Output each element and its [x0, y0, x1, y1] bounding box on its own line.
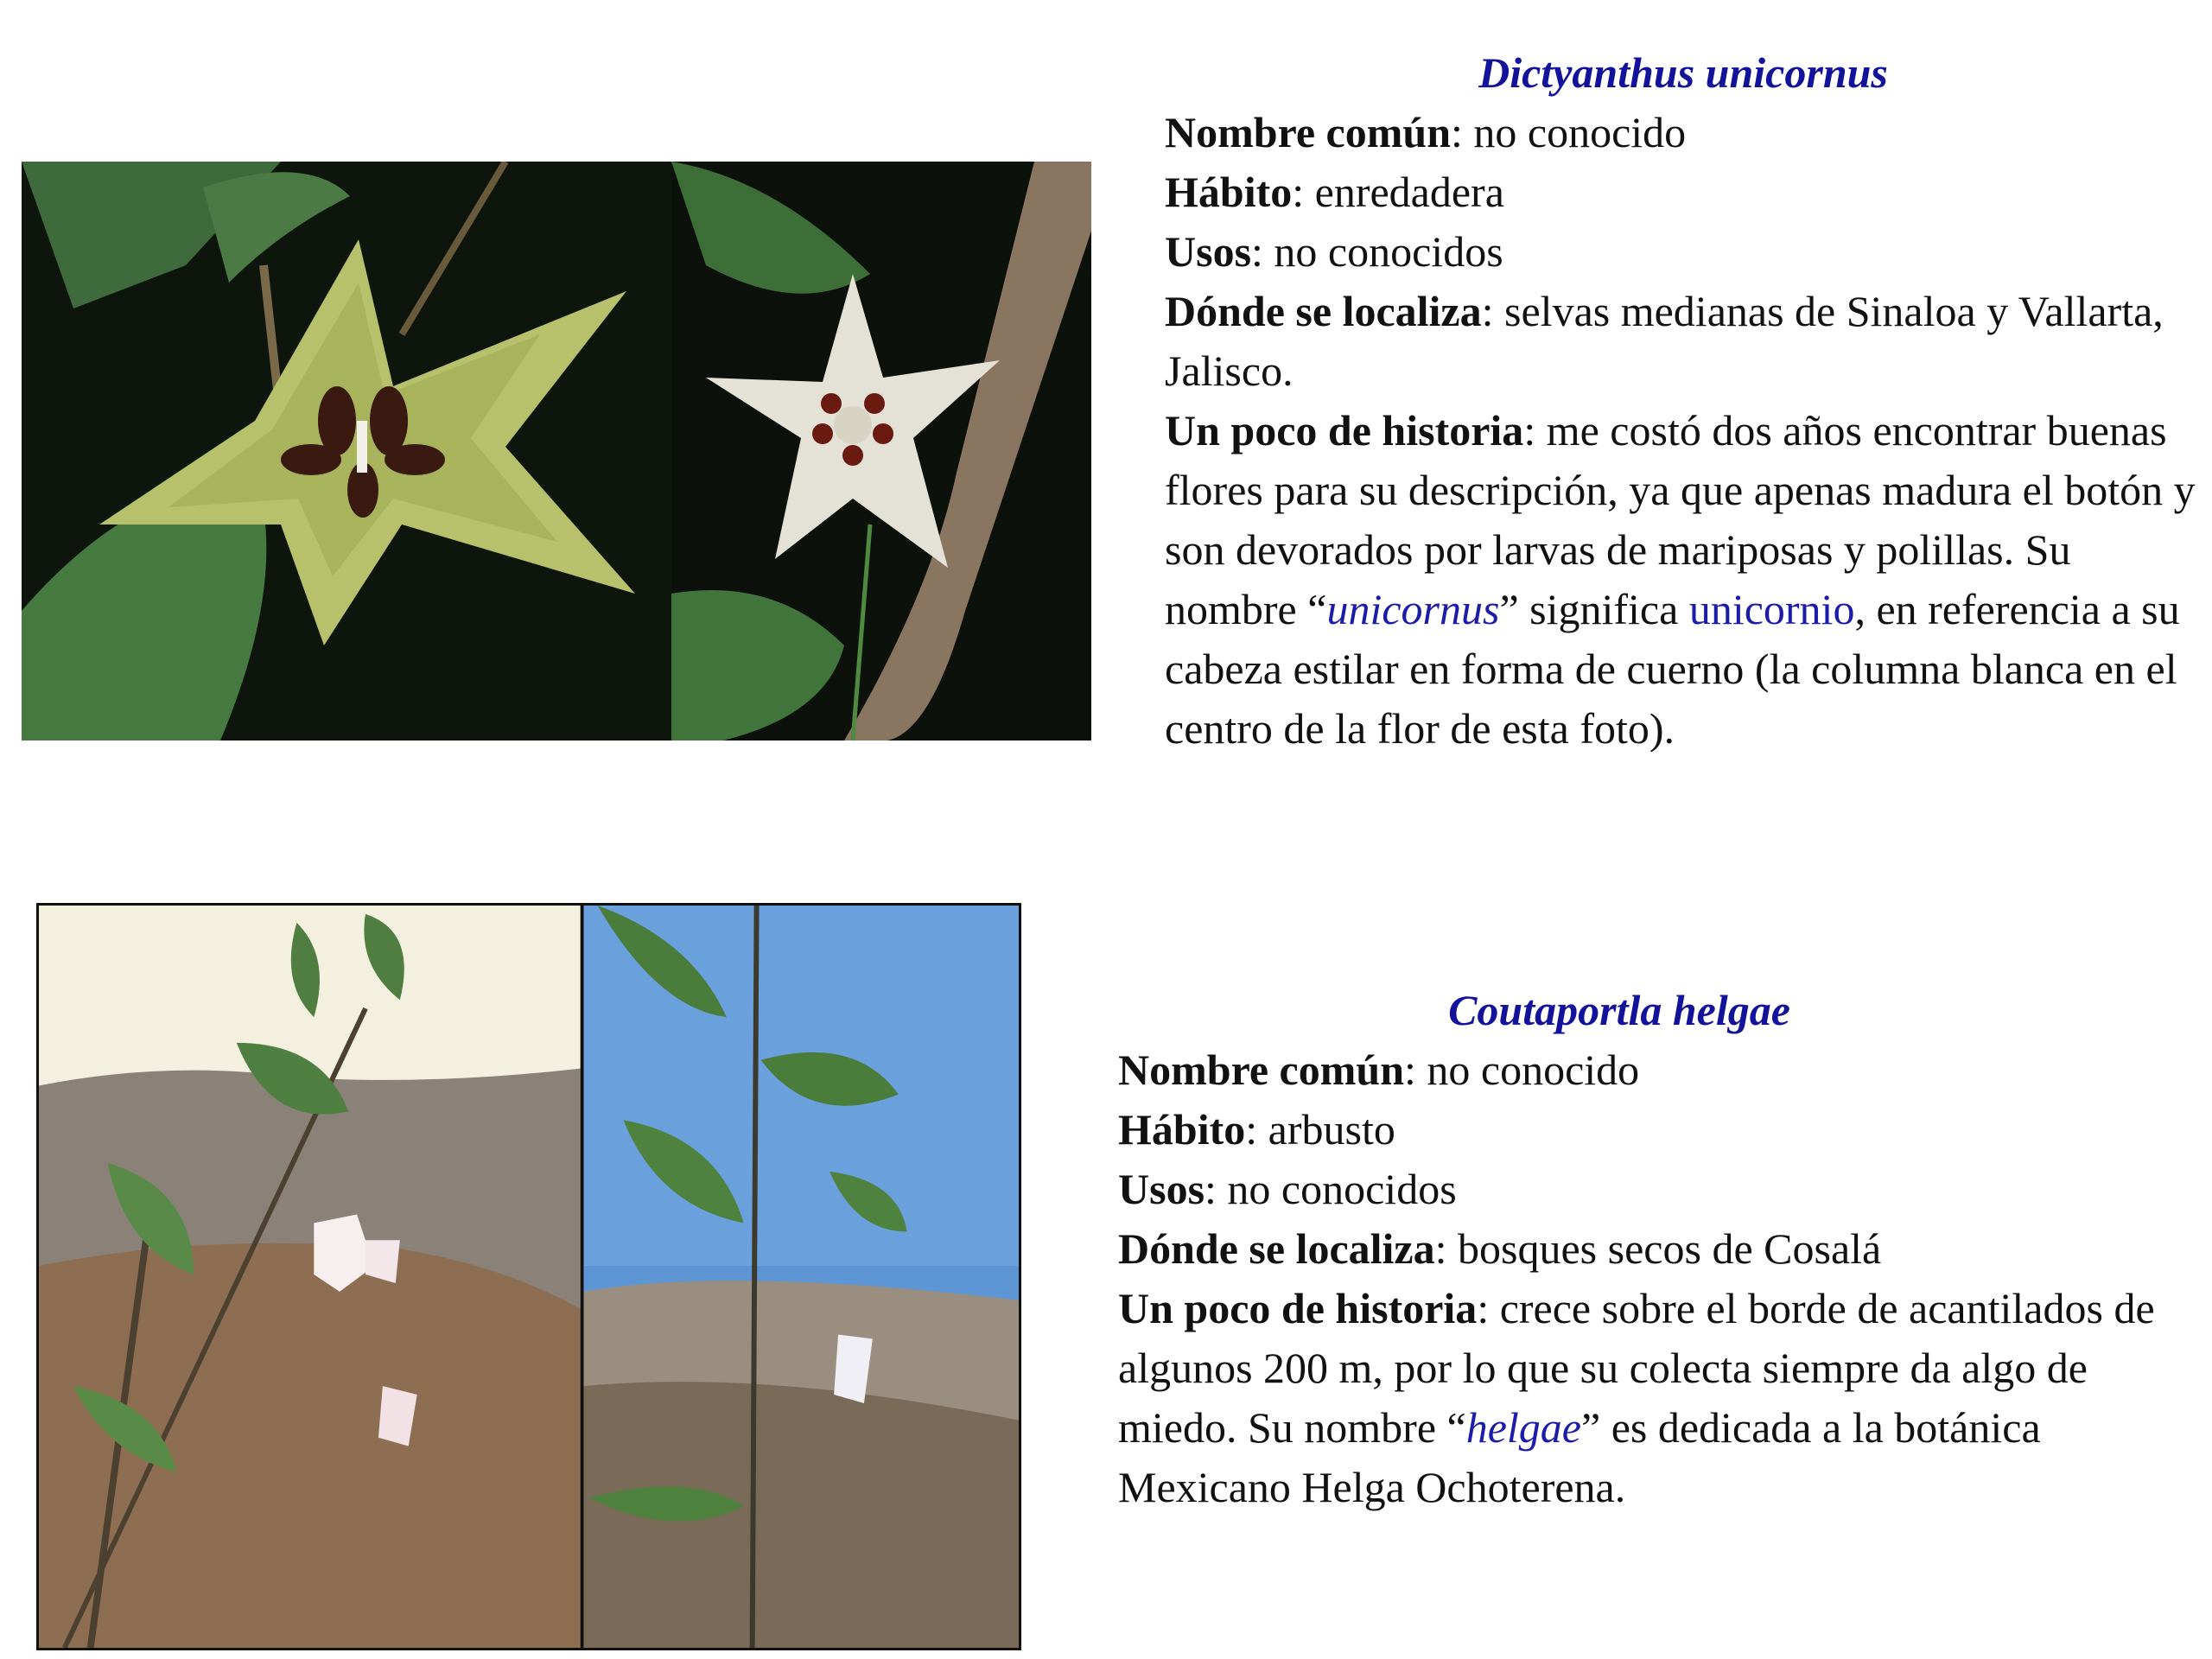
species2-uses: Usos: no conocidos: [1118, 1165, 1457, 1213]
species1-habit: Hábito: enredadera: [1165, 168, 1504, 216]
species2-location: Dónde se localiza: bosques secos de Cosalá: [1118, 1224, 1882, 1273]
species2-title: Coutaportla helgae: [1448, 986, 1790, 1034]
coutaportla-photo-frame: [36, 903, 1021, 1650]
species1-text-block: [1165, 43, 2202, 759]
dictyanthus-photo-left: [22, 162, 671, 741]
species1-history: Un poco de historia: me costó dos años encontrar buenas flores para su descripción, ya que apenas madura el botón y son devorados por larvas de mariposas y polillas. Su nombre “unicornus” significa unicornio, en referencia a su cabeza estilar en forma de cuerno (la columna blanca en el centro de la flor de esta foto).: [1165, 406, 2196, 753]
species1-location: Dónde se localiza: selvas medianas de Sinaloa y Vallarta, Jalisco.: [1165, 287, 2164, 395]
dictyanthus-photo-right: [671, 162, 1091, 741]
species2-common-name: Nombre común: no conocido: [1118, 1046, 1640, 1094]
species2-history: Un poco de historia: crece sobre el borde de acantilados de algunos 200 m, por lo que su colecta siempre da algo de miedo. Su nombre “helgae” es dedicada a la botánica Mexicano Helga Ochoterena.: [1118, 1284, 2155, 1511]
species1-title: Dictyanthus unicornus: [1478, 48, 1888, 97]
species1-uses: Usos: no conocidos: [1165, 227, 1503, 276]
species2-habit: Hábito: arbusto: [1118, 1105, 1395, 1154]
species2-text-block: [1118, 981, 2198, 1517]
species1-common-name: Nombre común: no conocido: [1165, 108, 1687, 156]
